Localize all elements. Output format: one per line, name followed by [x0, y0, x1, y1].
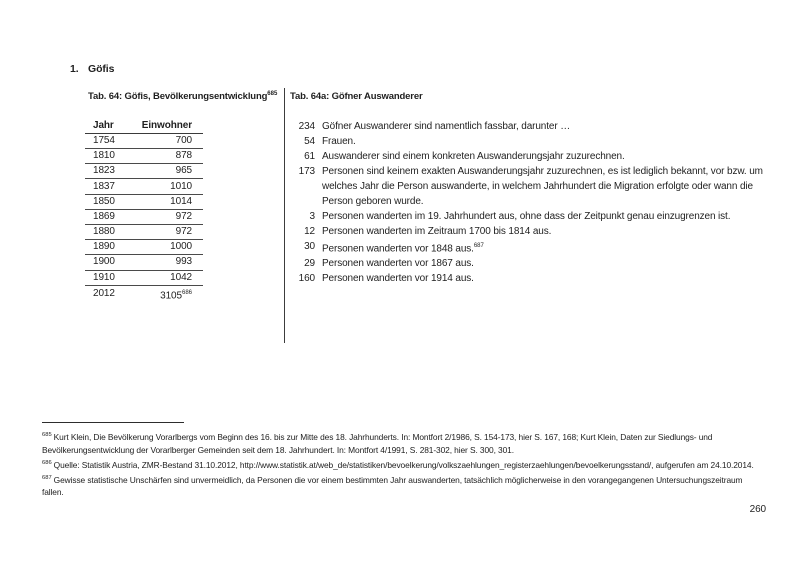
table-row: [85, 179, 203, 194]
year-cell: 1810: [85, 149, 140, 164]
emigrant-items: [290, 119, 770, 286]
footnote-marker: 686: [42, 459, 52, 466]
table-64-caption: Tab. 64: Göfis, Bevölkerungsentwicklung$^{685}$: [88, 91, 278, 103]
footnote-text: Gewisse statistische Unschärfen sind unvermeidlich, da Personen die vor einem bestimmten Jahr auswanderten, tatsächlich möglicherweise in den vorangegangenen Untersuchungszeitraum fallen.: [42, 474, 743, 498]
population-cell: 972: [140, 224, 203, 239]
item-count: 30: [304, 241, 315, 252]
table-row: [85, 240, 203, 255]
year-cell: 1890: [85, 240, 140, 255]
item-text: Auswanderer sind einem konkreten Auswanderungsjahr zuzurechnen.: [322, 151, 625, 162]
item-text: Personen wanderten vor 1914 aus.: [322, 273, 474, 285]
year-cell: 1900: [85, 255, 140, 270]
column-header-einwohner: Einwohner: [140, 118, 203, 133]
population-cell: 1014: [140, 194, 203, 209]
footnote-ref-686: 686: [181, 289, 192, 296]
table-row: [85, 224, 203, 239]
emigrant-list-section: [290, 91, 770, 286]
list-item: [290, 134, 770, 149]
item-text: Personen wanderten im 19. Jahrhundert aus, ohne dass der Zeitpunkt genau einzugrenzen ist.: [322, 211, 731, 222]
table-row: [85, 285, 203, 303]
population-table: [85, 118, 203, 303]
item-count: 54: [304, 136, 315, 147]
item-text: Personen wanderten vor 1848 aus.$^{687}$: [322, 243, 484, 255]
column-header-jahr: Jahr: [85, 118, 140, 133]
population-cell: 972: [140, 209, 203, 224]
footnote-separator-line: [42, 422, 184, 423]
item-count: 173: [298, 166, 315, 177]
table-row: [85, 194, 203, 209]
table-row: [85, 164, 203, 179]
page-number: 260: [749, 504, 766, 515]
footnote-marker: 685: [42, 432, 52, 438]
item-count: 234: [298, 121, 315, 132]
footnote-text: Quelle: Statistik Austria, ZMR-Bestand 31.10.2012, http://www.statistik.at/web_de/statistiken/bevoelkerung/volkszaehlungen_registerzaehlungen/bevoelkerungsstand/, aufgerufen am 24.10.2014.: [53, 459, 754, 470]
table-64a-caption: Tab. 64a: Göfner Auswanderer: [290, 91, 423, 102]
population-cell: 993: [140, 255, 203, 270]
list-item: [290, 209, 770, 224]
footnote-marker: 687: [42, 474, 52, 481]
list-item: [290, 164, 770, 209]
table-header-row: [85, 118, 203, 133]
section-number: 1.: [70, 63, 79, 75]
item-count: 160: [298, 273, 315, 285]
item-count: 29: [304, 258, 315, 270]
population-cell: 965: [140, 164, 203, 179]
year-cell: 1850: [85, 194, 140, 209]
item-text: Frauen.: [322, 136, 356, 147]
section-title: Göfis: [88, 63, 115, 75]
column-divider-line: [284, 88, 285, 343]
year-cell: 1754: [85, 133, 140, 148]
year-cell: 1837: [85, 179, 140, 194]
item-text: Göfner Auswanderer sind namentlich fassbar, darunter …: [322, 121, 571, 132]
item-text: Personen wanderten im Zeitraum 1700 bis 1814 aus.: [322, 226, 552, 237]
footnote-686: [42, 457, 766, 472]
list-item: [290, 149, 770, 164]
population-table-section: [88, 91, 280, 303]
footnote-685: [42, 429, 766, 457]
population-cell: 1010: [140, 179, 203, 194]
footnote-text: Kurt Klein, Die Bevölkerung Vorarlbergs vom Beginn des 16. bis zur Mitte des 18. Jahrhunderts. In: Montfort 2/1986, S. 154-173, hier S. 167, 168; Kurt Klein, Daten zur Siedlungs- und Bevölkerungsentwicklung der Vorarlberger Gemeinden seit dem 18. Jahrhundert. In: Montfort 4/1991, S. 281-302, hier S. 300, 301.: [42, 431, 713, 455]
item-count: 3: [309, 211, 315, 222]
year-cell: 1823: [85, 164, 140, 179]
table-row: [85, 255, 203, 270]
population-cell: 3105$^{686}$: [160, 289, 192, 302]
table-row: [85, 149, 203, 164]
list-item: [290, 224, 770, 239]
item-text: Personen sind keinem exakten Auswanderungsjahr zuzurechnen, es ist lediglich bekannt, vor bzw. um welches Jahr die Person auswanderte, in welchem Jahrhundert die Migration erfolgte oder wann die Person geboren wurde.: [322, 166, 763, 207]
population-cell: 878: [140, 149, 203, 164]
list-item: [290, 256, 770, 271]
item-count: 12: [304, 226, 315, 237]
year-cell: 1869: [85, 209, 140, 224]
footnote-687: [42, 472, 766, 500]
item-text: Personen wanderten vor 1867 aus.: [322, 258, 474, 270]
list-item: [290, 271, 770, 286]
footnotes-section: [42, 422, 766, 499]
list-item: [290, 239, 770, 256]
population-cell: 700: [140, 133, 203, 148]
item-count: 61: [304, 151, 315, 162]
table-row: [85, 133, 203, 148]
list-item: [290, 119, 770, 134]
year-cell: 1910: [85, 270, 140, 285]
section-heading: [70, 63, 114, 75]
year-cell: 2012: [93, 288, 115, 300]
population-cell: 1042: [140, 270, 203, 285]
footnote-ref-685: 685: [267, 91, 278, 97]
population-cell: 1000: [140, 240, 203, 255]
footnote-ref-687: 687: [473, 243, 484, 249]
table-row: [85, 209, 203, 224]
year-cell: 1880: [85, 224, 140, 239]
table-row: [85, 270, 203, 285]
